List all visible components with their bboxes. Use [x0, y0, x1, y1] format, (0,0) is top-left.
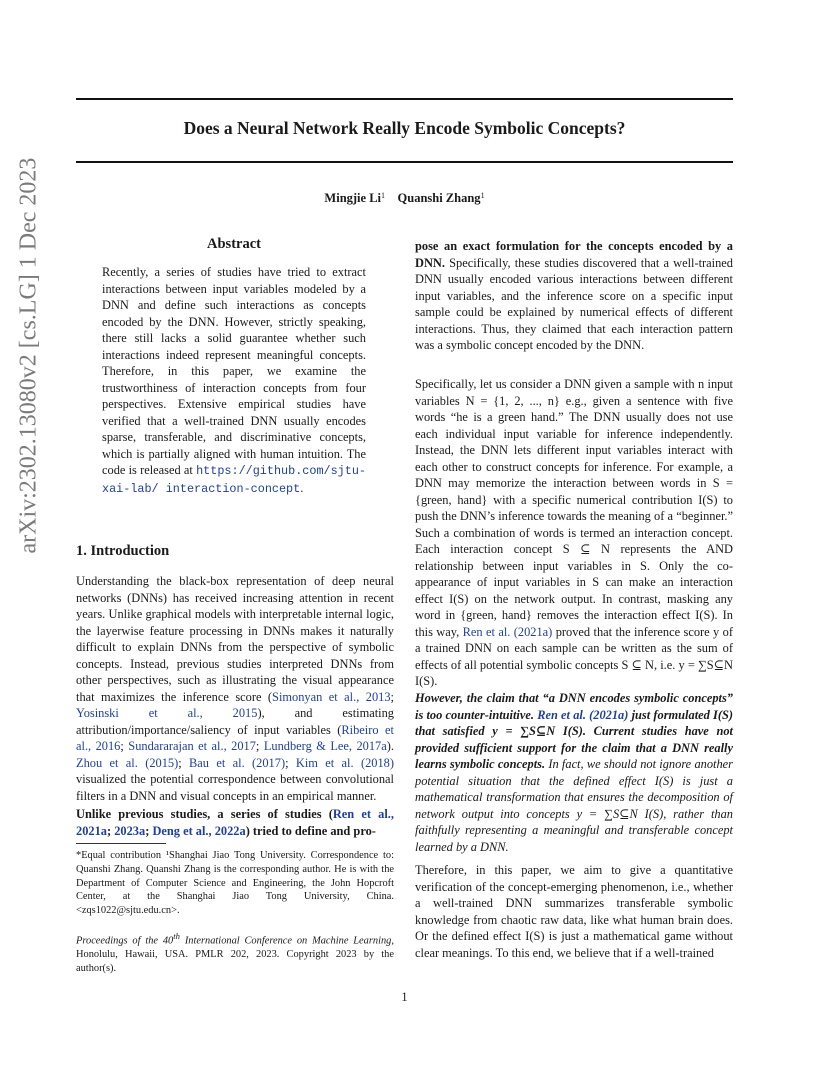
right-paragraph-2: [415, 376, 733, 690]
arxiv-sidebar-id: arXiv:2302.13080v2 [cs.LG] 1 Dec 2023: [15, 157, 42, 554]
citation-link[interactable]: Kim et al. (2018): [295, 755, 394, 770]
citation-link[interactable]: Deng et al., 2022a: [152, 823, 246, 838]
body-text: proved that the inference score y of a trained DNN on each sample can be written as the sum of effects of all potential symbolic concepts S ⊆ N, i.e. y = ∑S⊆N I(S).: [415, 624, 733, 688]
top-rule: [76, 98, 733, 100]
citation-link[interactable]: Bau et al. (2017): [189, 755, 286, 770]
intro-text: ).: [386, 739, 394, 753]
author-name: Mingjie Li: [324, 191, 382, 205]
abstract-body: [102, 264, 366, 497]
intro-text: ;: [255, 739, 264, 753]
author-affiliation-mark: 1: [480, 191, 485, 200]
section-heading-introduction: 1. Introduction: [76, 543, 170, 559]
intro-text: ;: [285, 755, 296, 770]
citation-link[interactable]: Ren et al., 2021a: [76, 807, 395, 838]
author-affiliation-mark: 1: [381, 191, 386, 200]
code-link[interactable]: https://github.com/sjtu-xai-lab/ interaction-concept: [102, 464, 366, 496]
body-text: Specifically, these studies discovered that a well-trained DNN usually encoded various interactions between different input variables, and the inference score on a specific input sample could be explained by numerical effects of different interactions. Thus, they claimed that each interaction pattern was a symbolic concept encoded by the DNN.: [415, 255, 733, 352]
proceedings-ordinal-suffix: th: [173, 931, 180, 941]
intro-text: ) tried to define and pro-: [245, 823, 376, 838]
italic-text: In fact, we should not ignore another potential situation that the defined effect I(S) is just a mathematical transformation that ensures the decomposition of network output into concepts y = ∑S⊆N I(S), rather than faithfully representing a meaningful and transferable concept learned by a DNN.: [415, 757, 733, 854]
right-paragraph-3: [415, 690, 733, 855]
body-text: Specifically, let us consider a DNN given a sample with n input variables N = {1, 2, ..., n} e.g., given a sentence with five words “he is a green hand.” The DNN usually does not use each individual input variable for inference independently. Instead, the DNN lets different input variables interact with each other to construct concepts for inference. For example, a DNN may memorize the interaction between words in S = {green, hand} with a specific numerical contribution I(S) to push the DNN’s inference towards the meaning of a “beginner.” Such a combination of words is termed an interaction concept. Each interaction concept S ⊆ N represents the AND relationship between input variables in S. Only the co-appearance of input variables in S can make an interaction effect I(S) on the network output. In contrast, masking any word in {green, hand} removes the interaction effect I(S). In this way,: [415, 377, 733, 639]
citation-link[interactable]: 2023a: [114, 823, 146, 838]
proceedings-conference: International Conference on Machine Learning: [179, 935, 392, 947]
abstract-text: Recently, a series of studies have tried to extract interactions between input variables modeled by a DNN and define such interactions as concepts encoded by the DNN. However, strictly speaking, there still lacks a solid guarantee whether such interactions indeed represent meaningful concepts. Therefore, in this paper, we examine the trustworthiness of interaction concepts from four perspectives. Extensive empirical studies have verified that a well-trained DNN usually encodes sparse, transferable, and discriminative concepts, which is partially aligned with human intuition. The code is released at: [102, 265, 366, 477]
author-list: [76, 191, 733, 206]
citation-link[interactable]: Sundararajan et al., 2017: [128, 739, 256, 753]
intro-text: ;: [106, 823, 115, 838]
paper-title: Does a Neural Network Really Encode Symbolic Concepts?: [183, 118, 626, 138]
citation-link[interactable]: Ren et al. (2021a): [537, 707, 629, 722]
citation-link[interactable]: Ribeiro et al., 2016: [76, 722, 394, 753]
citation-link[interactable]: Zhou et al. (2015): [76, 755, 179, 770]
citation-link[interactable]: Ren et al. (2021a): [462, 624, 553, 639]
proceedings-ordinal: 40: [162, 935, 174, 947]
abstract-end: .: [300, 480, 304, 495]
citation-link[interactable]: Simonyan et al., 2013: [272, 689, 391, 704]
footnote-rule: [76, 843, 166, 844]
intro-text: visualized the potential correspondence between convolutional filters in a DNN and visual concepts in an empirical manner.: [76, 772, 394, 803]
intro-text: Unlike previous studies, a series of studies (: [76, 807, 333, 821]
bottom-rule: [76, 161, 733, 163]
bold-text: pose an exact formulation for the concepts encoded by a DNN.: [415, 239, 733, 270]
right-paragraph-1: [415, 238, 733, 354]
author-name: Quanshi Zhang: [397, 191, 481, 205]
intro-text: ;: [390, 689, 394, 704]
intro-text: ;: [178, 755, 190, 770]
intro-text: Understanding the black-box representation of deep neural networks (DNNs) has received increasing attention in recent years. Unlike graphical models with interpretable internal logic, the layerwise feature processing in DNNs makes it naturally difficult to explain DNNs from the perspective of symbolic concepts. Instead, previous studies interpreted DNNs from other perspectives, such as illustrating the visual appearance that maximizes the inference score (: [76, 574, 394, 704]
intro-paragraph-1: [76, 573, 394, 804]
footnote: *Equal contribution ¹Shanghai Jiao Tong University. Correspondence to: Quanshi Zhang. Quanshi Zhang is the corresponding author. He is with the Department of Computer Science and Engineering, the John Hopcroft Center, at the Shanghai Jiao Tong University, China. <zqs1022@sjtu.edu.cn>.: [76, 850, 394, 917]
bold-italic-text: just formulated I(S) that satisfied y = ∑S⊆N I(S). Current studies have not provided sufficient support for the claim that a DNN really learns symbolic concepts.: [415, 707, 734, 771]
intro-text: ), and estimating attribution/importance/saliency of input variables (: [76, 706, 394, 737]
intro-text: ;: [120, 739, 129, 753]
proceedings-location: , Honolulu, Hawaii, USA. PMLR 202, 2023. Copyright 2023 by the author(s).: [76, 935, 394, 975]
intro-text: ;: [145, 823, 153, 838]
page-number: 1: [401, 990, 408, 1004]
intro-paragraph-2: [76, 806, 394, 839]
proceedings-text: Proceedings of the: [76, 935, 163, 947]
proceedings-note: [76, 930, 394, 976]
right-paragraph-4: Therefore, in this paper, we aim to give a quantitative verification of the concept-emerging phenomenon, i.e., whether a well-trained DNN summarizes transferable symbolic knowledge from chaotic raw data, like what human brain does. Or the defined effect I(S) is just a mathematical game without clear meanings. To this end, we believe that if a well-trained: [415, 863, 733, 960]
bold-italic-text: However, the claim that “a DNN encodes symbolic concepts” is too counter-intuitive.: [415, 691, 733, 722]
citation-link[interactable]: Lundberg & Lee, 2017a: [263, 739, 387, 753]
abstract-heading: Abstract: [207, 236, 261, 252]
citation-link[interactable]: Yosinski et al., 2015: [76, 706, 258, 720]
